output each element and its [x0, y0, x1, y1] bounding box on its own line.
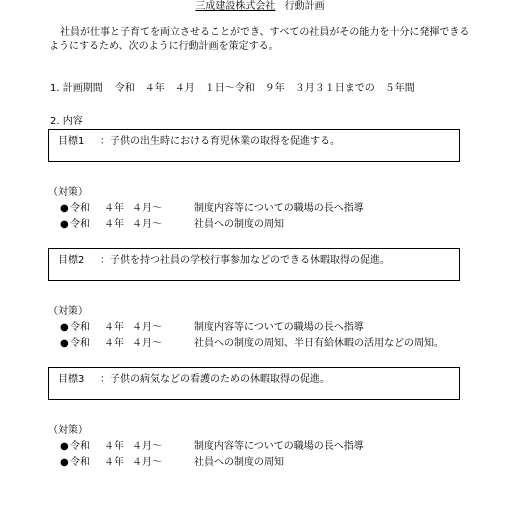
- content-heading: 2. 内容: [50, 116, 83, 127]
- plan-title: 行動計画: [284, 1, 325, 12]
- bullet-icon: ●: [60, 338, 69, 349]
- goal-box-3: [48, 367, 460, 400]
- goal-box-2: [48, 248, 460, 281]
- measure-year: ４年: [104, 322, 124, 333]
- measure-row: [60, 202, 364, 215]
- measure-action: 制度内容等についての職場の長へ指導: [194, 322, 364, 333]
- measure-era: 令和: [70, 322, 90, 333]
- measure-row: [60, 440, 364, 453]
- measure-year: ４年: [104, 441, 124, 452]
- bullet-icon: ●: [60, 322, 69, 333]
- goal-text: ：子供の出生時における育児休業の取得を促進する。: [100, 136, 340, 147]
- bullet-icon: ●: [60, 203, 69, 214]
- measure-era: 令和: [70, 219, 90, 230]
- measure-month: ４月～: [132, 338, 162, 349]
- bullet-icon: ●: [60, 457, 69, 468]
- measure-action: 社員への制度の周知: [194, 457, 284, 468]
- intro-line: ようにするため、次のように行動計画を策定する。: [49, 41, 279, 52]
- measure-month: ４月～: [132, 322, 162, 333]
- measure-year: ４年: [104, 338, 124, 349]
- bullet-icon: ●: [60, 219, 69, 230]
- measure-action: 制度内容等についての職場の長へ指導: [194, 203, 364, 214]
- measure-row: [60, 337, 444, 350]
- measure-era: 令和: [70, 441, 90, 452]
- intro-line: 社員が仕事と子育てを両立させることができ、すべての社員がその能力を十分に発揮できる: [60, 27, 470, 38]
- measure-row: [60, 456, 284, 469]
- goal-label: 目標3: [58, 374, 85, 385]
- goal-label: 目標2: [58, 255, 85, 266]
- measure-action: 社員への制度の周知、半日有給休暇の活用などの周知。: [194, 338, 444, 349]
- measure-era: 令和: [70, 338, 90, 349]
- measures-heading: （対策）: [48, 306, 88, 317]
- bullet-icon: ●: [60, 441, 69, 452]
- goal-text: ：子供を持つ社員の学校行事参加などのできる休暇取得の促進。: [100, 255, 390, 266]
- measure-action: 制度内容等についての職場の長へ指導: [194, 441, 364, 452]
- measure-month: ４月～: [132, 219, 162, 230]
- plan-period-value: 令和 ４年 ４月 １日～令和 ９年 ３月３１日までの ５年間: [114, 83, 415, 94]
- measure-month: ４月～: [132, 441, 162, 452]
- measure-row: [60, 218, 284, 231]
- measure-year: ４年: [104, 219, 124, 230]
- measure-year: ４年: [104, 203, 124, 214]
- measures-heading: （対策）: [48, 187, 88, 198]
- document-title: [0, 0, 520, 13]
- measure-era: 令和: [70, 457, 90, 468]
- measure-row: [60, 321, 364, 334]
- goal-label: 目標1: [58, 136, 85, 147]
- measures-heading: （対策）: [48, 425, 88, 436]
- goal-box-1: [48, 129, 460, 162]
- intro-paragraph: [49, 26, 480, 54]
- company-name: 三成建設株式会社: [195, 1, 276, 12]
- measure-action: 社員への制度の周知: [194, 219, 284, 230]
- goal-text: ：子供の病気などの看護のための休暇取得の促進。: [100, 374, 330, 385]
- measure-month: ４月～: [132, 203, 162, 214]
- measure-month: ４月～: [132, 457, 162, 468]
- plan-period: [50, 82, 415, 95]
- plan-period-label: 1. 計画期間: [50, 83, 103, 94]
- measure-era: 令和: [70, 203, 90, 214]
- measure-year: ４年: [104, 457, 124, 468]
